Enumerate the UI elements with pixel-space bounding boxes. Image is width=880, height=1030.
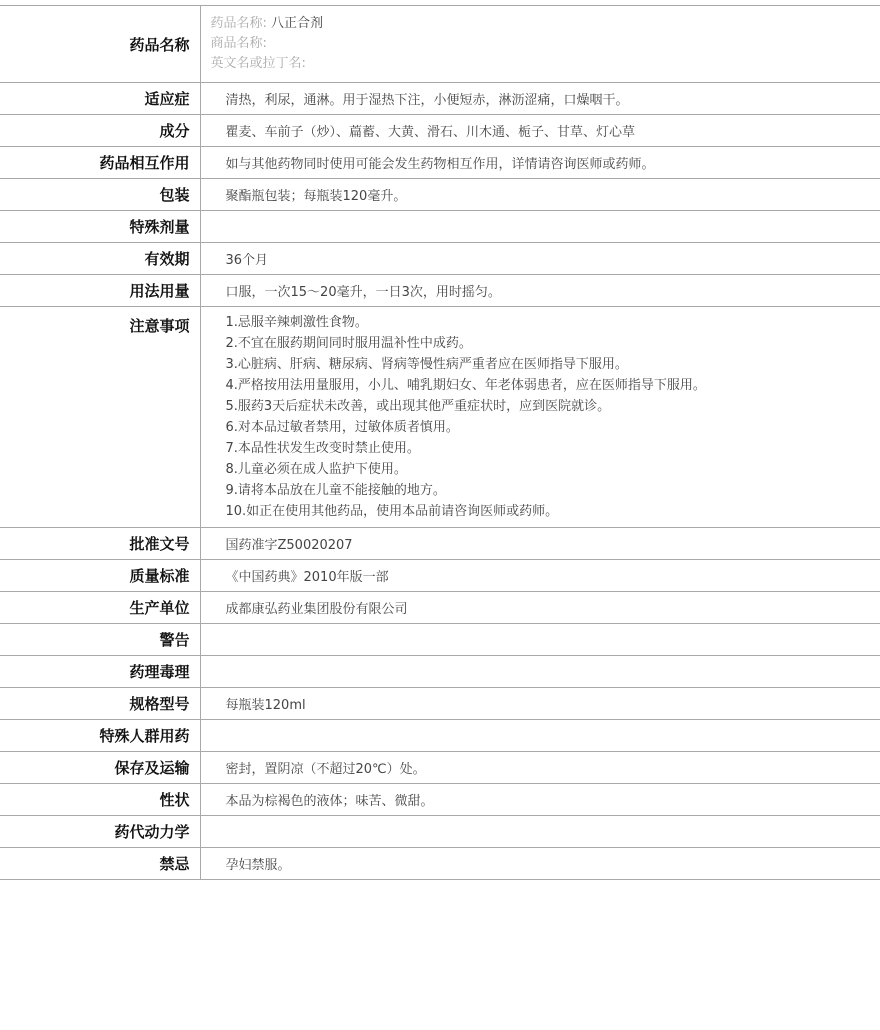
precaution-item: 7.本品性状发生改变时禁止使用。 [225,441,420,456]
row-manufacturer [0,592,880,624]
row-label: 批准文号 [0,528,200,560]
row-usage-dosage [0,275,880,307]
row-label: 禁忌 [0,848,200,880]
precaution-item: 3.心脏病、肝病、糖尿病、肾病等慢性病严重者应在医师指导下服用。 [225,357,628,372]
row-label: 成分 [0,115,200,147]
row-label: 药代动力学 [0,816,200,848]
row-ingredients [0,115,880,147]
row-label: 药品名称 [0,6,200,83]
row-pharmacokinetics [0,816,880,848]
english-name-line [211,54,880,74]
row-value: 清热，利尿，通淋。用于湿热下注，小便短赤，淋沥涩痛，口燥咽干。 [200,83,880,115]
row-value [200,624,880,656]
row-value: 孕妇禁服。 [200,848,880,880]
trade-name-key: 商品名称: [210,36,267,51]
precaution-item: 1.忌服辛辣刺激性食物。 [225,315,368,330]
name-details [200,6,880,83]
row-label: 规格型号 [0,688,200,720]
row-specification [0,688,880,720]
row-label: 质量标准 [0,560,200,592]
row-value: 密封，置阴凉（不超过20℃）处。 [200,752,880,784]
drug-info-sheet [0,5,880,880]
row-label: 生产单位 [0,592,200,624]
row-label: 特殊剂量 [0,211,200,243]
precautions-list [200,307,880,528]
drug-name-value: 八正合剂 [271,16,324,31]
row-indications [0,83,880,115]
row-value: 聚酯瓶包装；每瓶装120毫升。 [200,179,880,211]
drug-name-key: 药品名称: [210,16,267,31]
row-label: 药理毒理 [0,656,200,688]
row-value: 瞿麦、车前子（炒）、萹蓄、大黄、滑石、川木通、栀子、甘草、灯心草 [200,115,880,147]
row-value: 36个月 [200,243,880,275]
precaution-item: 5.服药3天后症状未改善，或出现其他严重症状时，应到医院就诊。 [225,399,611,414]
row-precautions [0,307,880,528]
row-value: 成都康弘药业集团股份有限公司 [200,592,880,624]
row-shelf-life [0,243,880,275]
precaution-item: 4.严格按用法用量服用，小儿、哺乳期妇女、年老体弱患者，应在医师指导下服用。 [225,378,706,393]
row-label: 适应症 [0,83,200,115]
row-quality-standard [0,560,880,592]
precaution-item: 10.如正在使用其他药品，使用本品前请咨询医师或药师。 [225,504,559,519]
row-special-dosage [0,211,880,243]
row-value: 本品为棕褐色的液体；味苦、微甜。 [200,784,880,816]
row-label: 药品相互作用 [0,147,200,179]
row-label: 性状 [0,784,200,816]
row-packaging [0,179,880,211]
row-contraindications [0,848,880,880]
row-warning [0,624,880,656]
row-label: 有效期 [0,243,200,275]
row-label: 特殊人群用药 [0,720,200,752]
drug-info-table [0,5,880,880]
row-value: 国药准字Z50020207 [200,528,880,560]
row-approval-number [0,528,880,560]
row-value: 口服，一次15～20毫升，一日3次，用时摇匀。 [200,275,880,307]
row-value: 如与其他药物同时使用可能会发生药物相互作用，详情请咨询医师或药师。 [200,147,880,179]
row-drug-name [0,6,880,83]
precaution-item: 9.请将本品放在儿童不能接触的地方。 [225,483,446,498]
row-value [200,656,880,688]
precaution-item: 8.儿童必须在成人监护下使用。 [225,462,407,477]
precaution-item: 6.对本品过敏者禁用，过敏体质者慎用。 [225,420,459,435]
row-label: 注意事项 [0,307,200,528]
row-label: 包装 [0,179,200,211]
precaution-item: 2.不宜在服药期间同时服用温补性中成药。 [225,336,472,351]
row-pharmacology [0,656,880,688]
row-value: 《中国药典》2010年版一部 [200,560,880,592]
row-value [200,211,880,243]
row-label: 警告 [0,624,200,656]
row-special-populations [0,720,880,752]
row-label: 用法用量 [0,275,200,307]
row-value: 每瓶装120ml [200,688,880,720]
row-label: 保存及运输 [0,752,200,784]
english-name-key: 英文名或拉丁名: [210,56,306,71]
row-interactions [0,147,880,179]
row-value [200,720,880,752]
row-value [200,816,880,848]
trade-name-line [211,34,880,54]
drug-name-line [211,14,880,34]
row-description [0,784,880,816]
row-storage [0,752,880,784]
